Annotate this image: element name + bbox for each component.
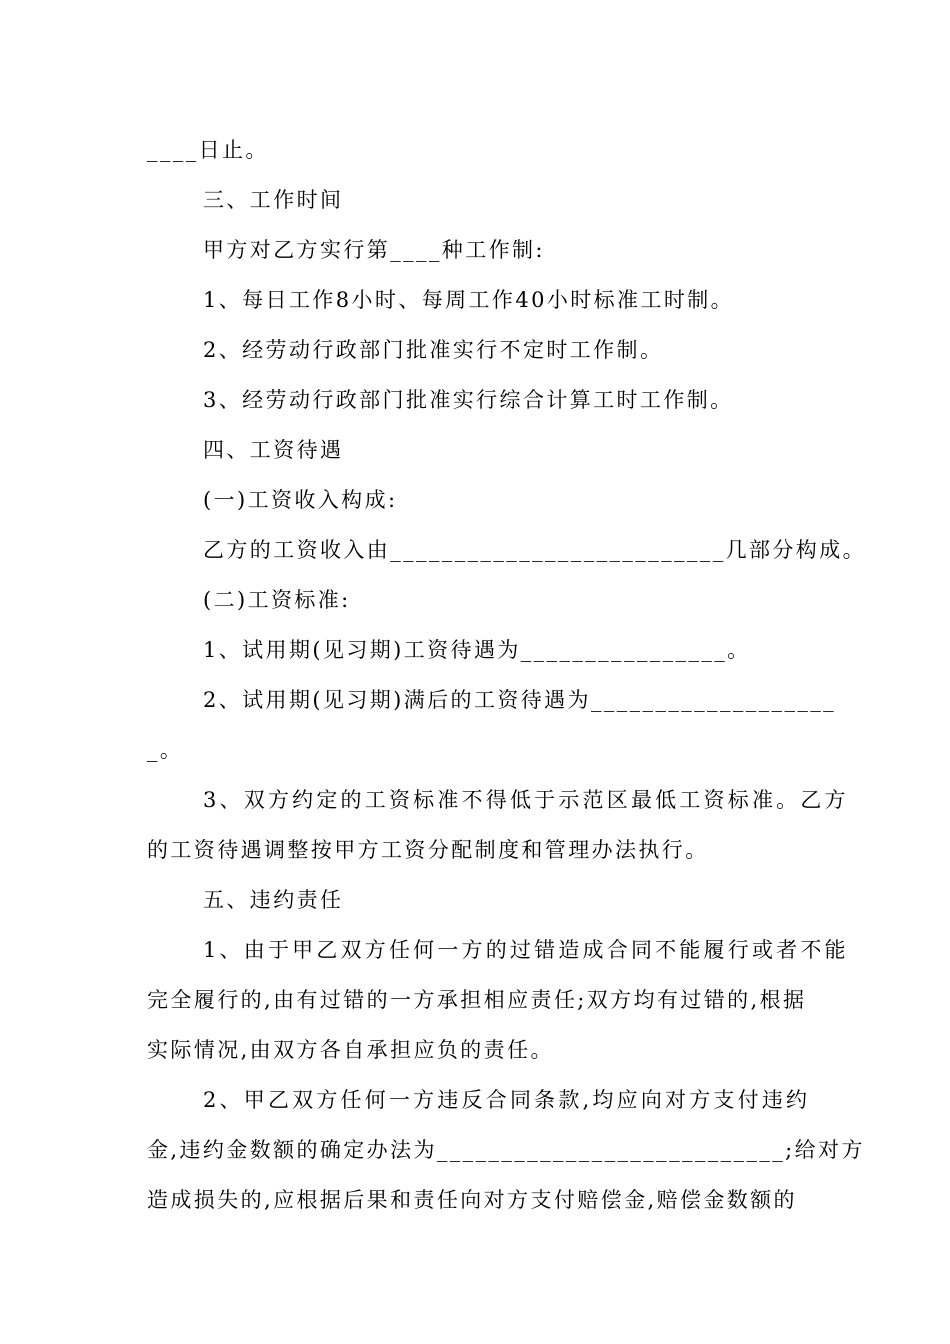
text-line-wage-adjustment: 的工资待遇调整按甲方工资分配制度和管理办法执行。: [147, 838, 709, 862]
section-heading-work-time: 三、工作时间: [203, 188, 344, 212]
text-line-fault-liability-end: 实际情况,由双方各自承担应负的责任。: [147, 1038, 554, 1062]
section-heading-wages: 四、工资待遇: [203, 438, 344, 462]
list-item-comprehensive-hours: 3、经劳动行政部门批准实行综合计算工时工作制。: [203, 388, 734, 412]
text-line-penalty-method: 金,违约金数额的确定办法为___________________________;给对方: [147, 1138, 865, 1162]
list-item-probation-wage: 1、试用期(见习期)工资待遇为________________。: [203, 638, 751, 662]
list-item-fault-liability: 1、由于甲乙双方任何一方的过错造成合同不能履行或者不能: [203, 938, 849, 962]
text-line-compensation: 造成损失的,应根据后果和责任向对方支付赔偿金,赔偿金数额的: [147, 1188, 797, 1212]
subheading-wage-composition: (一)工资收入构成:: [203, 488, 398, 512]
text-line-wage-composition: 乙方的工资收入由__________________________几部分构成。: [203, 538, 866, 562]
subheading-wage-standard: (二)工资标准:: [203, 588, 351, 612]
list-item-flexible-hours: 2、经劳动行政部门批准实行不定时工作制。: [203, 338, 664, 362]
section-heading-liability: 五、违约责任: [203, 888, 344, 912]
list-item-breach-penalty: 2、甲乙双方任何一方违反合同条款,均应向对方支付违约: [203, 1088, 811, 1112]
list-item-standard-hours: 1、每日工作8小时、每周工作40小时标准工时制。: [203, 288, 735, 312]
list-item-minimum-wage: 3、双方约定的工资标准不得低于示范区最低工资标准。乙方: [203, 788, 849, 812]
text-line-fault-liability-cont: 完全履行的,由有过错的一方承担相应责任;双方均有过错的,根据: [147, 988, 807, 1012]
text-line-continuation: _。: [147, 738, 184, 762]
list-item-post-probation-wage: 2、试用期(见习期)满后的工资待遇为___________________: [203, 688, 837, 712]
text-line-work-system: 甲方对乙方实行第____种工作制:: [203, 238, 545, 262]
text-line-date-end: ____日止。: [147, 138, 269, 162]
